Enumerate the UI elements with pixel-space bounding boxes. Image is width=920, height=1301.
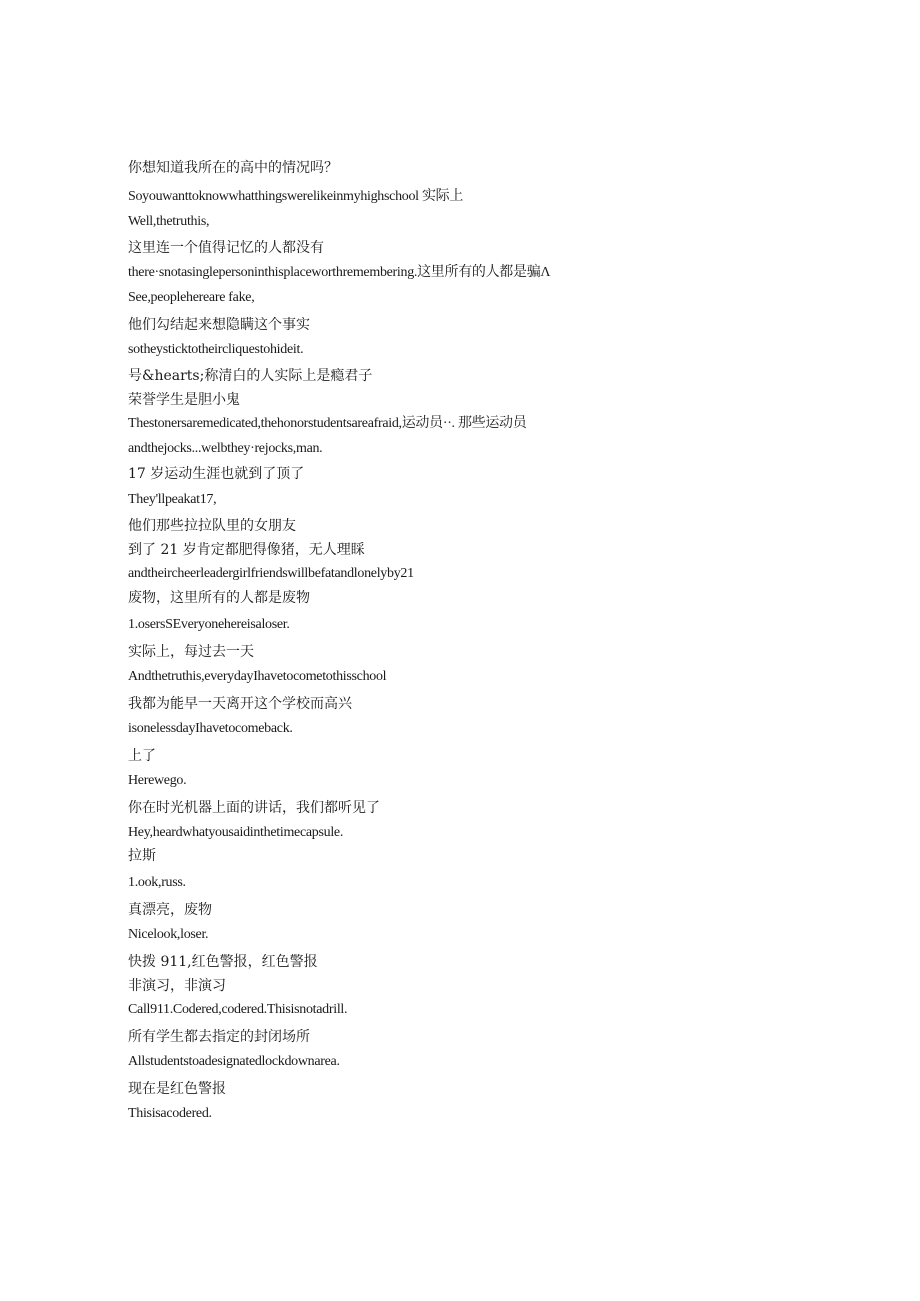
- text-line: Andthetruthis,everydayIhavetocometothisschool: [128, 669, 387, 684]
- text-line: 1.ook,russ.: [128, 875, 186, 890]
- text-line: 你想知道我所在的高中的情况吗？: [128, 160, 338, 176]
- text-line: isonelessdayIhavetocomeback.: [128, 721, 293, 736]
- text-line: 号&hearts;称清白的人实际上是瘾君子: [128, 368, 373, 384]
- text-line: sotheysticktotheircliquestohideit.: [128, 342, 304, 357]
- text-line: Thisisacodered.: [128, 1106, 212, 1121]
- text-line: 你在时光机器上面的讲话，我们都听见了: [128, 800, 380, 816]
- text-line: 他们勾结起来想隐瞒这个事实: [128, 317, 310, 333]
- text-line: 上了: [128, 748, 156, 764]
- text-line: 废物，这里所有的人都是废物: [128, 590, 310, 606]
- text-line: Thestonersaremedicated,thehonorstudentsareafraid,运动员··. 那些运动员: [128, 416, 527, 431]
- text-line: there·snotasinglepersoninthisplaceworthremembering.这里所有的人都是骗Λ: [128, 265, 551, 280]
- text-line: 实际上，每过去一天: [128, 644, 254, 660]
- text-line: Nicelook,loser.: [128, 927, 209, 942]
- text-line: andthejocks...welbthey·rejocks,man.: [128, 441, 323, 456]
- text-line: 所有学生都去指定的封闭场所: [128, 1029, 310, 1045]
- text-line: 荣誉学生是胆小鬼: [128, 392, 240, 408]
- text-line: Soyouwanttoknowwhatthingswerelikeinmyhighschool 实际上: [128, 189, 464, 204]
- text-line: Call911.Codered,codered.Thisisnotadrill.: [128, 1002, 348, 1017]
- text-line: 真漂亮，废物: [128, 902, 212, 918]
- text-line: 拉斯: [128, 848, 156, 864]
- text-line: 非演习，非演习: [128, 978, 226, 994]
- text-line: 1.osersSEveryonehereisaloser.: [128, 617, 290, 632]
- text-line: 到了 21 岁肯定都肥得像猪，无人理睬: [128, 542, 365, 558]
- text-line: 现在是红色警报: [128, 1081, 226, 1097]
- text-line: Herewego.: [128, 773, 187, 788]
- text-line: 我都为能早一天离开这个学校而高兴: [128, 696, 352, 712]
- text-line: They'llpeakat17,: [128, 492, 217, 507]
- text-line: Well,thetruthis,: [128, 214, 210, 229]
- text-line: Hey,heardwhatyousaidinthetimecapsule.: [128, 825, 344, 840]
- text-line: andtheircheerleadergirlfriendswillbefatandlonelyby21: [128, 566, 414, 581]
- text-line: See,peoplehereare fake,: [128, 290, 255, 305]
- text-line: Allstudentstoadesignatedlockdownarea.: [128, 1054, 340, 1069]
- text-line: 他们那些拉拉队里的女朋友: [128, 518, 296, 534]
- text-line: 快拨 911,红色警报，红色警报: [128, 954, 318, 970]
- text-line: 这里连一个值得记忆的人都没有: [128, 240, 324, 256]
- text-line: 17 岁运动生涯也就到了顶了: [128, 466, 305, 482]
